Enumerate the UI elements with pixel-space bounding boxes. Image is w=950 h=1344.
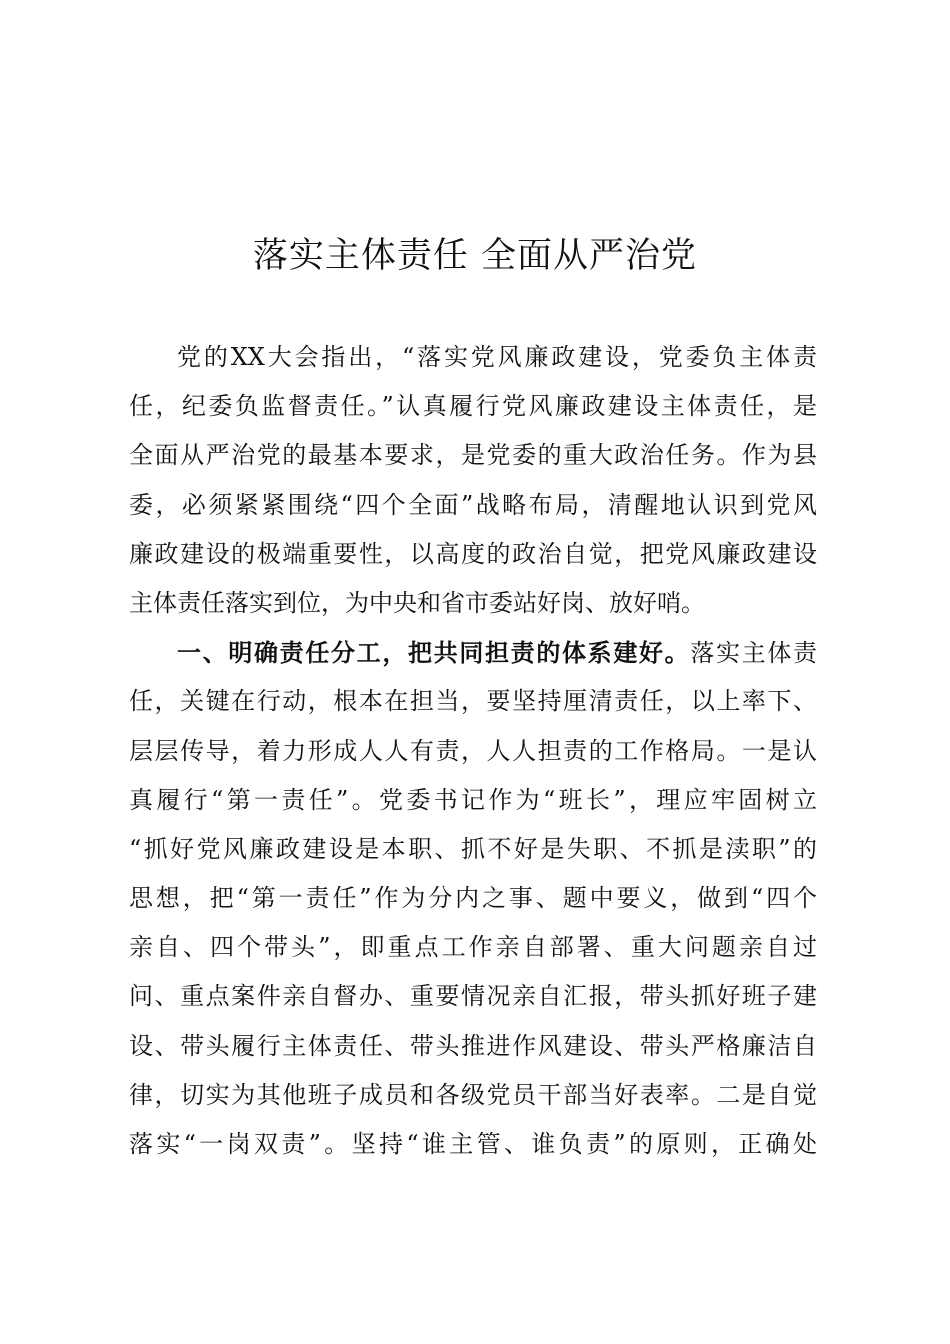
- paragraph-2-line-7: 亲自、四个带头”，即重点工作亲自部署、重大问题亲自过: [129, 933, 817, 962]
- paragraph-2-line-8: 问、重点案件亲自督办、重要情况亲自汇报，带头抓好班子建: [129, 982, 817, 1011]
- paragraph-1-line-5: 廉政建设的极端重要性，以高度的政治自觉，把党风廉政建设: [129, 539, 817, 568]
- paragraph-1-line-4: 委，必须紧紧围绕“四个全面”战略布局，清醒地认识到党风: [129, 490, 817, 519]
- paragraph-1-line-1: 党的XX大会指出，“落实党风廉政建设，党委负主体责: [177, 343, 817, 371]
- paragraph-2-line-2: 任，关键在行动，根本在担当，要坚持厘清责任，以上率下、: [129, 687, 817, 716]
- paragraph-2-line-10: 律，切实为其他班子成员和各级党员干部当好表率。二是自觉: [129, 1080, 817, 1109]
- paragraph-2-line-4: 真履行“第一责任”。党委书记作为“班长”，理应牢固树立: [129, 785, 817, 814]
- paragraph-2-line-11: 落实“一岗双责”。坚持“谁主管、谁负责”的原则，正确处: [129, 1130, 817, 1158]
- paragraph-1-line-2: 任，纪委负监督责任。”认真履行党风廉政建设主体责任，是: [129, 392, 817, 421]
- paragraph-1-line-6: 主体责任落实到位，为中央和省市委站好岗、放好哨。: [129, 588, 705, 617]
- paragraph-2-line-3: 层层传导，着力形成人人有责，人人担责的工作格局。一是认: [129, 736, 817, 765]
- document-title: 落实主体责任 全面从严治党: [252, 236, 698, 276]
- document-body: [129, 333, 817, 1169]
- paragraph-2-line-9: 设、带头履行主体责任、带头推进作风建设、带头严格廉洁自: [129, 1031, 817, 1060]
- paragraph-1-line-3: 全面从严治党的最基本要求，是党委的重大政治任务。作为县: [129, 441, 817, 470]
- paragraph-2-line-5: “抓好党风廉政建设是本职、抓不好是失职、不抓是渎职”的: [129, 834, 817, 863]
- paragraph-2-line-6: 思想，把“第一责任”作为分内之事、题中要义，做到“四个: [129, 884, 817, 913]
- section-heading-one: 一、明确责任分工，把共同担责的体系建好。: [177, 638, 691, 668]
- paragraph-2-line-1: [129, 628, 817, 677]
- paragraph-2-lead-text: 落实主体责: [690, 639, 817, 668]
